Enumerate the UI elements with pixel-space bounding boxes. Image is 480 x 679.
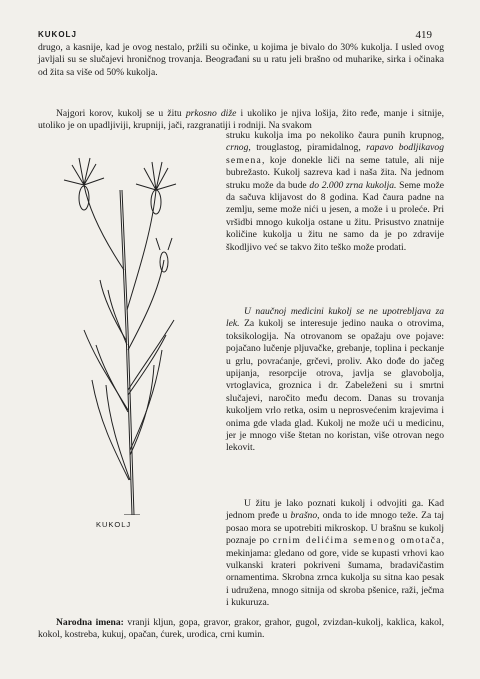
running-head: KUKOLJ bbox=[38, 30, 77, 39]
paragraph-1: drugo, a kasnije, kad je ovog nestalo, pržili su očinke, u kojima je bivalo do 30% kukolja. I usled ovog javljali su se slučajevi hroničnog trovanja. Beograđani su u ratu jeli brašno od muharike, sirka i očinaka od žita sa više od 50% kukolja. bbox=[38, 42, 444, 78]
paragraph-4: U naučnoj medicini kukolj se ne upotrebljava za lek. Za kukolj se interesuje jedino nauka o otrovima, toksikologija. Na otrovanom se opažaju ove pojave: pojačano lučenje pljuvačke, grebanje, toplina i peckanje u grlu, povraćanje, grčevi, proliv. Ako dođe do jačeg upijanja, resorpcije otrova, javlja se glavobolja, vrtoglavica, groznica i dr. Zabeleženi su i smrtni slučajevi, naročito među decom. Danas su trovanja kukoljem vrlo retka, osim u neprosvećenim krajevima i onima gde vlada glad. Kukolj ne može ući u medicinu, jer je mnogo više štetan no koristan, više otrovan nego lekovit. bbox=[226, 306, 444, 454]
figure-caption: KUKOLJ bbox=[96, 520, 132, 529]
paragraph-2: Najgori korov, kukolj se u žitu prkosno diže i ukoliko je njiva lošija, žito ređe, manje i sitnije, utoliko je on upadljiviji, krupniji, jači, razgranatiji i rodniji. Na svakom bbox=[38, 108, 444, 132]
page-number: 419 bbox=[415, 29, 432, 41]
paragraph-3: struku kukolja ima po nekoliko čaura punih krupnog, crnog, trouglastog, piramidalnog, rapavo bodljikavog semena, koje donekle liči na seme tatule, ali nije bubrežasto. Kukolj sazreva kad i naša žita. Na jednom struku može da bude do 2.000 zrna kukolja. Seme može da sačuva klijavost do 8 godina. Kad čaura padne na zemlju, seme može nići u jesen, a može i u proleće. Pri vršidbi mnogo kukolja ostane u žitu. Prisustvo znatnije količine kukolja u žitu ne samo da je po zdravije škodljivo već se takvo žito teško može prodati. bbox=[226, 130, 445, 253]
paragraph-5: U žitu je lako poznati kukolj i odvojiti ga. Kad jednom pređe u brašno, onda to ide mnogo teže. Za taj posao mora se upotrebiti mikroskop. U brašnu se kukolj poznaje po crnim delićima semenog omotača, mekinjama: gledano od gore, vide se kupasti vrhovi kao vulkanski krateri pokriveni šumama, bradavičastim ornamentima. Skrobna zrnca kukolja su sitna kao pesak i udružena, mnogo sitnija od skroba pšenice, raži, ječma i kukuruza. bbox=[226, 498, 445, 609]
corncockle-plant-illustration bbox=[44, 150, 220, 515]
paragraph-6: Narodna imena: vranji kljun, gopa, gravor, grakor, grahor, gugol, zvizdan-kukolj, kaklica, kakol, kokol, kostreba, kukuj, opačan, ćurek, urodica, crni kumin. bbox=[38, 617, 444, 641]
